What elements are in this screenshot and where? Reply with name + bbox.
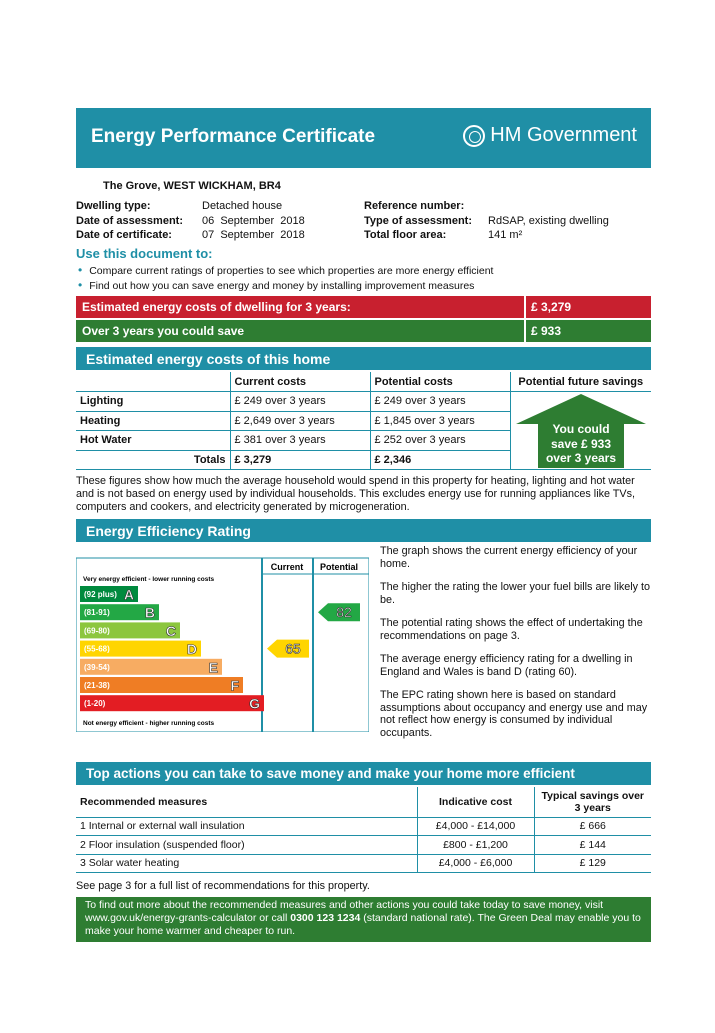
explanation-paragraph: The EPC rating shown here is based on standard assumptions about occupancy and energy use and may not reflect how energy is consumed by individual occupants. — [380, 689, 648, 739]
cost-current: £ 381 over 3 years — [230, 431, 370, 451]
use-document-title: Use this document to: — [76, 246, 213, 261]
floor-area-label: Total floor area: — [364, 229, 447, 241]
band-letter: G — [249, 695, 260, 712]
measure-saving: £ 666 — [534, 817, 651, 836]
rating-band-d — [80, 641, 201, 658]
government-name: HM Government — [490, 124, 637, 146]
bottom-scale-label: Not energy efficient - higher running costs — [83, 720, 215, 727]
band-letter: B — [144, 604, 155, 621]
cost-current: £ 2,649 over 3 years — [230, 411, 370, 431]
cost-name: Lighting — [76, 392, 230, 412]
cost-potential: £ 252 over 3 years — [370, 431, 510, 451]
rating-band-f — [80, 677, 243, 694]
explanation-paragraph: The graph shows the current energy efficiency of your home. — [380, 545, 638, 570]
cost-name: Hot Water — [76, 431, 230, 451]
section-title: Energy Efficiency Rating — [86, 523, 251, 539]
dwelling-type-label: Dwelling type: — [76, 200, 151, 212]
totals-potential: £ 2,346 — [370, 450, 510, 470]
savings-line: You could — [552, 422, 610, 436]
measure-name: 3 Solar water heating — [76, 854, 417, 873]
current-column-label: Current — [270, 562, 304, 572]
savings-value: £ 933 — [531, 324, 562, 338]
list-item: • Compare current ratings of properties to see which properties are more energy efficient — [78, 264, 493, 279]
savings-arrow-text — [516, 422, 646, 466]
band-letter: A — [123, 586, 134, 603]
band-range: (55-68) — [84, 644, 110, 654]
recommendations-table — [76, 787, 651, 873]
rating-band-a — [80, 586, 138, 603]
table-header: Potential future savings — [510, 372, 651, 392]
table-header: Typical savings over 3 years — [534, 787, 651, 817]
rating-band-c — [80, 622, 180, 639]
totals-current: £ 3,279 — [230, 450, 370, 470]
rating-band-g — [80, 695, 264, 712]
marker-value: 82 — [336, 604, 352, 621]
section-title: Top actions you can take to save money and make your home more efficient — [86, 766, 575, 781]
estimated-cost-value: £ 3,279 — [531, 300, 572, 314]
see-page-note: See page 3 for a full list of recommendations for this property. — [76, 880, 370, 892]
explanation-paragraph: The average energy efficiency rating for a dwelling in England and Wales is band D (rating 60). — [380, 653, 633, 678]
dwelling-details-left — [76, 199, 305, 243]
dwelling-type-value: Detached house — [202, 200, 283, 212]
hm-government-logo — [463, 124, 637, 147]
floor-area-value: 141 m² — [488, 229, 523, 241]
table-header — [76, 372, 230, 392]
explanation-paragraph: The potential rating shows the effect of undertaking the recommendations on page 3. — [380, 617, 643, 642]
measure-name: 2 Floor insulation (suspended floor) — [76, 836, 417, 855]
estimated-cost-bar — [76, 296, 651, 318]
table-header: Recommended measures — [76, 787, 417, 817]
band-letter: D — [186, 641, 197, 658]
dwelling-details-right — [364, 199, 609, 243]
top-scale-label: Very energy efficient - lower running costs — [83, 576, 215, 583]
use-document-list — [78, 264, 493, 293]
rating-band-e — [80, 659, 222, 676]
potential-column-label: Potential — [319, 562, 359, 572]
rating-section-header — [76, 519, 651, 542]
cost-potential: £ 249 over 3 years — [370, 392, 510, 412]
measure-cost: £800 - £1,200 — [417, 836, 534, 855]
costs-section-header — [76, 347, 651, 370]
date-certificate-value: 07 September 2018 — [202, 229, 305, 241]
assessment-type-label: Type of assessment: — [364, 214, 473, 227]
certificate-header — [76, 108, 651, 168]
date-assessment-value: 06 September 2018 — [202, 214, 305, 227]
table-row — [76, 854, 651, 873]
measure-name: 1 Internal or external wall insulation — [76, 817, 417, 836]
band-range: (21-38) — [84, 681, 110, 690]
table-row — [76, 836, 651, 855]
more-info-text: To find out more about the recommended measures and other actions you could take today to save money, visit www.gov.uk/energy-grants-calculator or call — [85, 899, 604, 924]
actions-section-header — [76, 762, 651, 785]
measure-saving: £ 144 — [534, 836, 651, 855]
table-header: Indicative cost — [417, 787, 534, 817]
estimated-cost-label: Estimated energy costs of dwelling for 3 years: — [82, 300, 351, 314]
assessment-type-value: RdSAP, existing dwelling — [488, 214, 609, 227]
savings-label: Over 3 years you could save — [82, 324, 245, 338]
date-certificate-label: Date of certificate: — [76, 229, 172, 241]
measure-saving: £ 129 — [534, 854, 651, 873]
cost-name: Heating — [76, 411, 230, 431]
totals-label: Totals — [76, 450, 230, 470]
band-letter: C — [165, 622, 176, 639]
page-title: Energy Performance Certificate — [91, 126, 376, 147]
property-address: The Grove, WEST WICKHAM, BR4 — [103, 180, 281, 192]
band-range: (69-80) — [84, 626, 110, 636]
band-letter: F — [230, 677, 239, 694]
rating-explanation — [380, 545, 654, 750]
measure-cost: £4,000 - £6,000 — [417, 854, 534, 873]
explanation-paragraph: The higher the rating the lower your fuel bills are likely to be. — [380, 581, 651, 606]
reference-label: Reference number: — [364, 200, 465, 212]
list-item: • Find out how you can save energy and money by installing improvement measures — [78, 279, 493, 294]
savings-line: save £ 933 — [550, 436, 612, 451]
costs-note: These figures show how much the average household would spend in this property for heating, lighting and hot water and is not based on energy used by individual households. This excludes energy use for running appliances like TVs, computers and cookers, and electricity generated by microgeneration. — [76, 475, 635, 513]
more-info-box — [76, 897, 651, 942]
band-range: (1-20) — [84, 699, 106, 709]
band-range: (39-54) — [84, 662, 110, 672]
savings-line: over 3 years — [545, 451, 617, 465]
band-range: (81-91) — [84, 608, 110, 618]
cost-potential: £ 1,845 over 3 years — [370, 411, 510, 431]
crest-icon — [463, 125, 485, 147]
band-bar — [80, 695, 264, 711]
cost-current: £ 249 over 3 years — [230, 392, 370, 412]
band-letter: E — [208, 659, 218, 676]
measure-cost: £4,000 - £14,000 — [417, 817, 534, 836]
rating-band-b — [80, 604, 159, 621]
table-row — [76, 817, 651, 836]
phone-number: 0300 123 1234 — [290, 912, 361, 924]
table-header: Current costs — [230, 372, 370, 392]
more-info-text-end: (standard national rate). The Green Deal may enable you to make your home warmer and cheaper to run. — [85, 912, 641, 937]
energy-rating-chart — [76, 545, 369, 732]
marker-value: 65 — [285, 640, 301, 657]
section-title: Estimated energy costs of this home — [86, 351, 331, 367]
table-header: Potential costs — [370, 372, 510, 392]
date-assessment-label: Date of assessment: — [76, 214, 183, 227]
band-range: (92 plus) — [84, 590, 117, 599]
savings-bar — [76, 320, 651, 342]
